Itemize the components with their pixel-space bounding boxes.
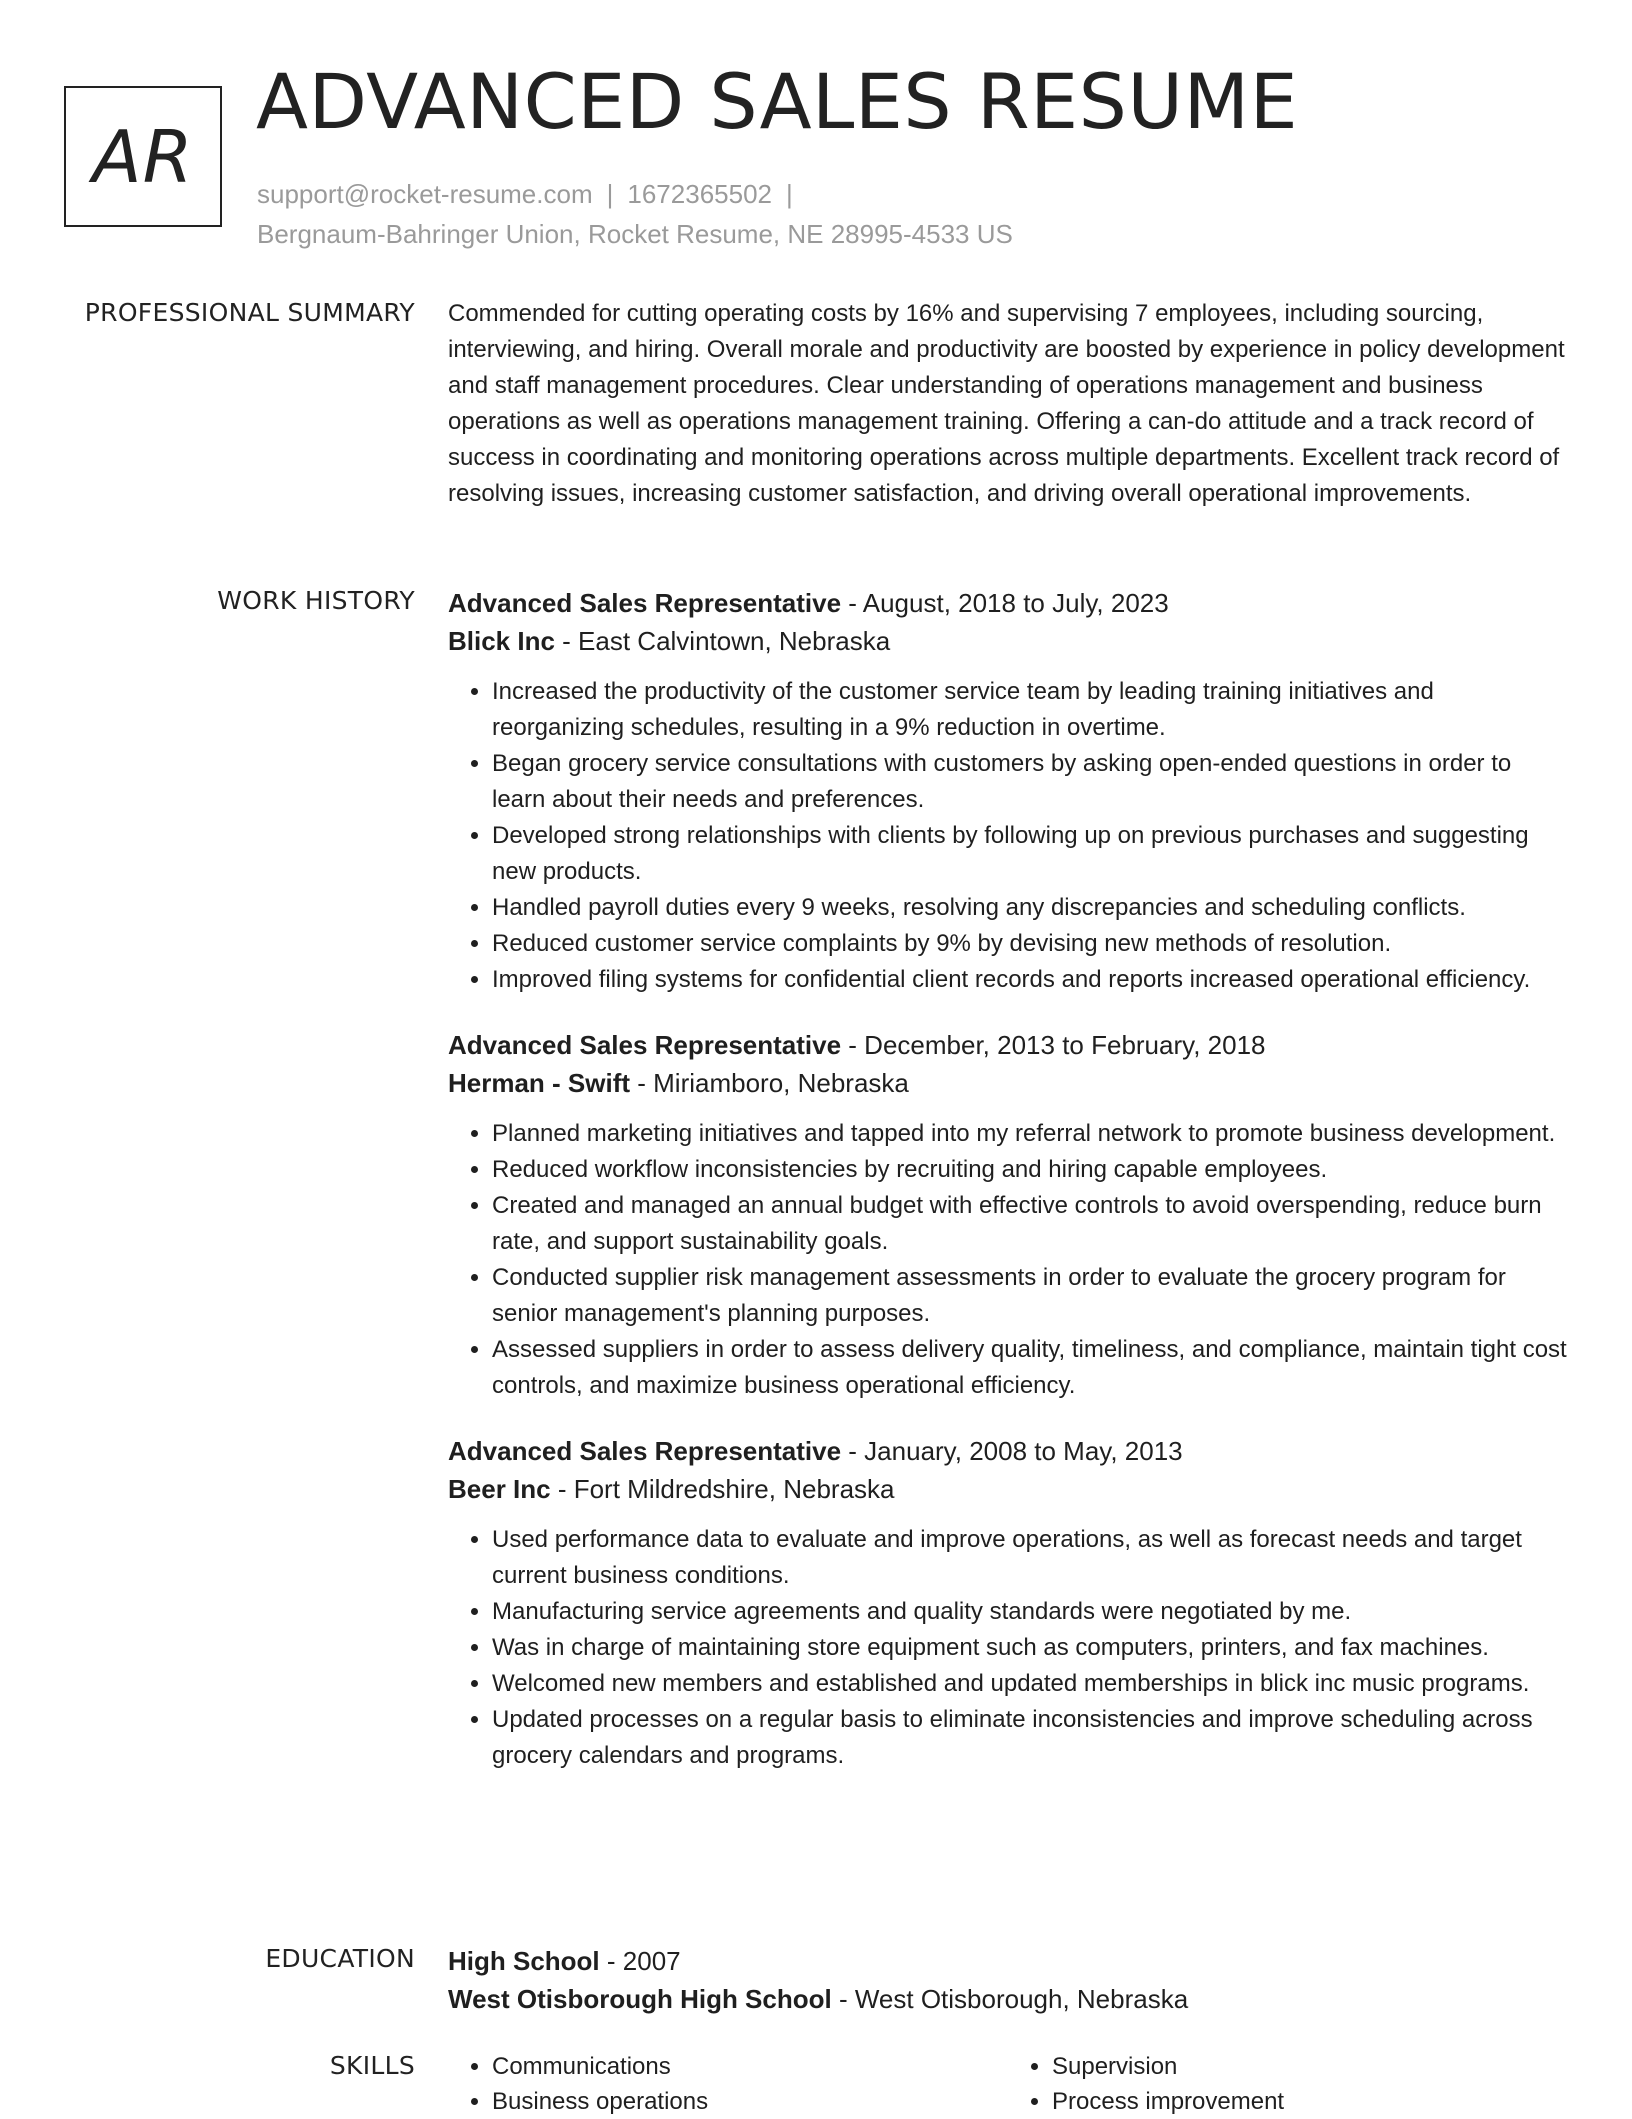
job-bullet: • Developed strong relationships with clients by following up on previous purchases and suggesting new products. xyxy=(492,818,1568,890)
job-bullet: • Used performance data to evaluate and improve operations, as well as forecast needs and target current business conditions. xyxy=(492,1522,1568,1594)
work-history-heading: WORK HISTORY xyxy=(217,586,415,615)
education-heading: EDUCATION xyxy=(265,1944,415,1973)
education-degree-line xyxy=(448,1942,1568,1980)
resume-title: ADVANCED SALES RESUME xyxy=(256,57,1299,146)
education-location: - West Otisborough, Nebraska xyxy=(831,1984,1189,2014)
skills-list xyxy=(448,2049,1568,2119)
job-dates: - December, 2013 to February, 2018 xyxy=(841,1030,1266,1060)
education-entry xyxy=(448,1942,1568,2018)
job-entry xyxy=(448,1432,1568,1774)
work-history-list xyxy=(448,584,1568,1802)
job-title: Advanced Sales Representative xyxy=(448,1436,842,1466)
education-school-line xyxy=(448,1980,1568,2018)
summary-heading: PROFESSIONAL SUMMARY xyxy=(84,298,415,327)
job-bullet: • Handled payroll duties every 9 weeks, resolving any discrepancies and scheduling conflicts. xyxy=(492,890,1568,926)
job-company-line xyxy=(448,1064,1568,1102)
job-company: Beer Inc xyxy=(448,1474,551,1504)
education-year: - 2007 xyxy=(599,1946,681,1976)
skill-item: • Communications xyxy=(492,2049,1008,2084)
contact-separator: | xyxy=(786,179,793,209)
monogram-logo: AR xyxy=(64,86,222,227)
job-bullet: • Conducted supplier risk management assessments in order to evaluate the grocery program for senior management's planning purposes. xyxy=(492,1260,1568,1332)
job-bullet: • Was in charge of maintaining store equipment such as computers, printers, and fax machines. xyxy=(492,1630,1568,1666)
job-entry xyxy=(448,584,1568,998)
job-bullet: • Improved filing systems for confidential client records and reports increased operational efficiency. xyxy=(492,962,1568,998)
job-bullet: • Increased the productivity of the customer service team by leading training initiatives and reorganizing schedules, resulting in a 9% reduction in overtime. xyxy=(492,674,1568,746)
job-company-line xyxy=(448,1470,1568,1508)
job-title-line xyxy=(448,1026,1568,1064)
job-bullet: • Created and managed an annual budget with effective controls to avoid overspending, reduce burn rate, and support sustainability goals. xyxy=(492,1188,1568,1260)
job-bullet: • Welcomed new members and established and updated memberships in blick inc music programs. xyxy=(492,1666,1568,1702)
skill-item: • Business operations xyxy=(492,2084,1008,2119)
job-location: - East Calvintown, Nebraska xyxy=(554,626,891,656)
job-bullet: • Reduced workflow inconsistencies by recruiting and hiring capable employees. xyxy=(492,1152,1568,1188)
summary-text: Commended for cutting operating costs by 16% and supervising 7 employees, including sourcing, interviewing, and hiring. Overall morale and productivity are boosted by experience in policy development and staff management procedures. Clear understanding of operations management and business operations as well as operations management training. Offering a can-do attitude and a track record of success in coordinating and monitoring operations across multiple departments. Excellent track record of resolving issues, increasing customer satisfaction, and driving overall operational improvements. xyxy=(448,300,1565,507)
contact-line-1 xyxy=(257,174,1013,214)
address-text: Bergnaum-Bahringer Union, Rocket Resume, NE 28995-4533 US xyxy=(257,219,1013,249)
job-bullets xyxy=(448,1116,1568,1404)
skills-column-right xyxy=(1008,2049,1568,2119)
job-title: Advanced Sales Representative xyxy=(448,1030,842,1060)
job-location: - Miriamboro, Nebraska xyxy=(630,1068,909,1098)
job-bullets xyxy=(448,1522,1568,1774)
phone-text: 1672365502 xyxy=(627,179,772,209)
job-dates: - January, 2008 to May, 2013 xyxy=(841,1436,1183,1466)
skills-grid xyxy=(448,2049,1568,2119)
job-bullet: • Reduced customer service complaints by 9% by devising new methods of resolution. xyxy=(492,926,1568,962)
job-bullets xyxy=(448,674,1568,998)
email-text: support@rocket-resume.com xyxy=(257,179,593,209)
job-dates: - August, 2018 to July, 2023 xyxy=(841,588,1169,618)
job-bullet: • Updated processes on a regular basis to eliminate inconsistencies and improve scheduling across grocery calendars and programs. xyxy=(492,1702,1568,1774)
job-company: Blick Inc xyxy=(448,626,555,656)
contact-separator: | xyxy=(606,179,614,209)
job-location: - Fort Mildredshire, Nebraska xyxy=(550,1474,895,1504)
education-degree: High School xyxy=(448,1946,600,1976)
job-entry xyxy=(448,1026,1568,1404)
contact-info xyxy=(257,174,1013,254)
job-bullet: • Manufacturing service agreements and quality standards were negotiated by me. xyxy=(492,1594,1568,1630)
job-title-line xyxy=(448,1432,1568,1470)
job-bullet: • Assessed suppliers in order to assess delivery quality, timeliness, and compliance, maintain tight cost controls, and maximize business operational efficiency. xyxy=(492,1332,1568,1404)
skills-column-left xyxy=(448,2049,1008,2119)
job-bullet: • Began grocery service consultations with customers by asking open-ended questions in order to learn about their needs and preferences. xyxy=(492,746,1568,818)
education-school: West Otisborough High School xyxy=(448,1984,832,2014)
job-title-line xyxy=(448,584,1568,622)
job-bullet: • Planned marketing initiatives and tapped into my referral network to promote business development. xyxy=(492,1116,1568,1152)
job-company-line xyxy=(448,622,1568,660)
skill-item: • Supervision xyxy=(1052,2049,1568,2084)
skill-item: • Process improvement xyxy=(1052,2084,1568,2119)
job-company: Herman - Swift xyxy=(448,1068,631,1098)
job-title: Advanced Sales Representative xyxy=(448,588,842,618)
skills-heading: SKILLS xyxy=(329,2051,415,2080)
